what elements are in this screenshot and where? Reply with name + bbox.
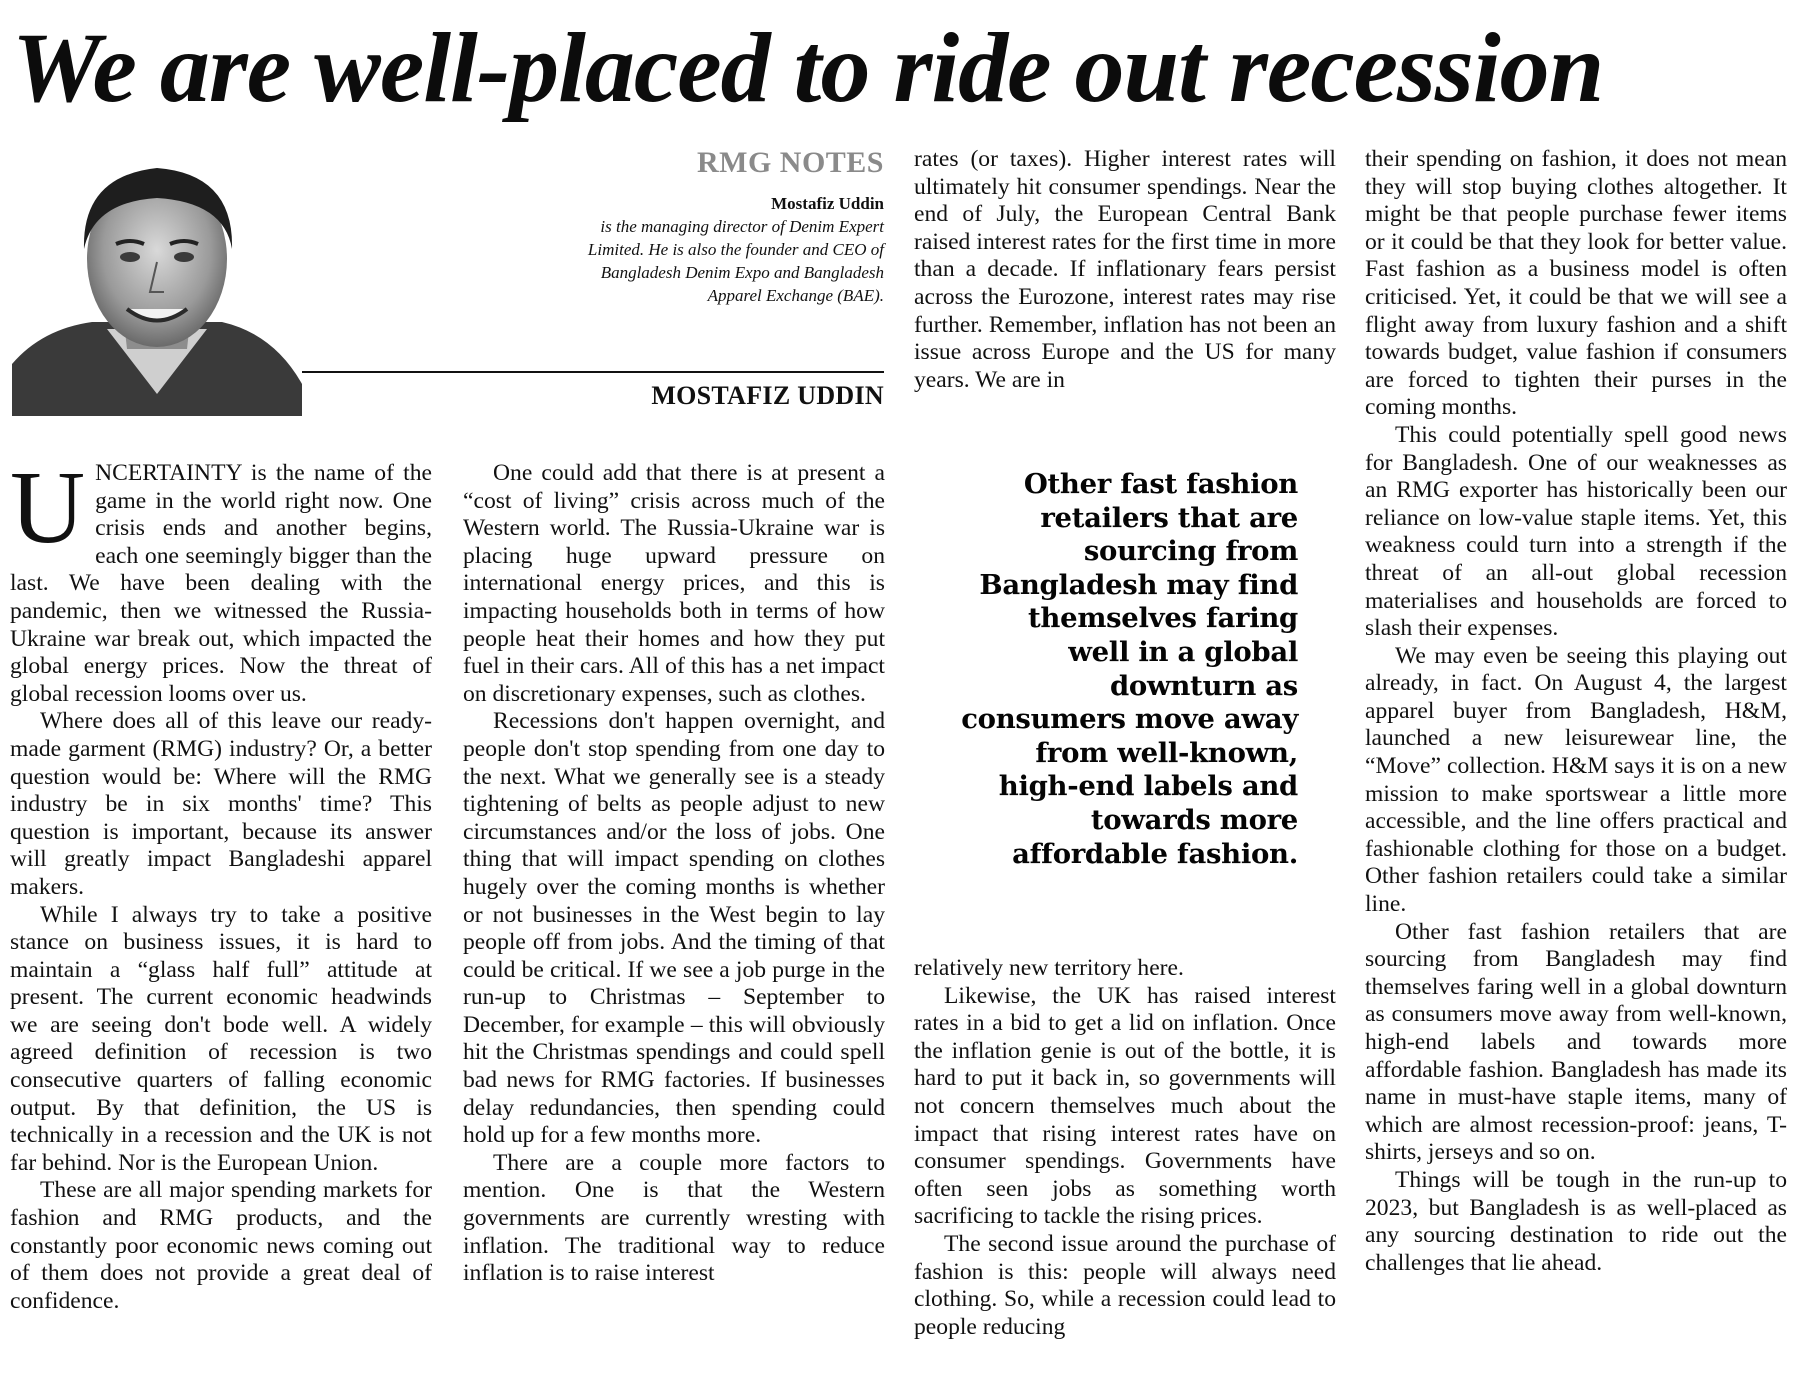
byline-rule <box>302 371 884 373</box>
byline: MOSTAFIZ UDDIN <box>651 381 884 410</box>
author-block <box>12 146 892 418</box>
paragraph: Things will be tough in the run-up to 2023, but Bangladesh is as well-placed as any sourcing destination to ride out the challenges that lie ahead. <box>1365 1166 1787 1276</box>
paragraph: Where does all of this leave our ready-made garment (RMG) industry? Or, a better question would be: Where will the RMG industry be in six months' time? This question is important, because its answer will greatly impact Bangladeshi apparel makers. <box>10 708 432 900</box>
paragraph: One could add that there is at present a “cost of living” crisis across much of the Western world. The Russia-Ukraine war is placing huge upward pressure on international energy prices, and this is impacting households both in terms of how people heat their homes and how they put fuel in their cars. All of this has a net impact on discretionary expenses, such as clothes. <box>463 460 885 707</box>
author-photo <box>12 154 302 416</box>
paragraph: their spending on fashion, it does not mean they will stop buying clothes altogether. It might be that people purchase fewer items or it could be that they look for better value. Fast fashion as a business model is often criticised. Yet, it could be that we will see a flight away from luxury fashion and a shift towards budget, value fashion if consumers are forced to tighten their purses in the coming months. <box>1365 146 1787 421</box>
bio-name: Mostafiz Uddin <box>771 194 884 213</box>
column-3-top <box>914 146 1336 394</box>
paragraph: There are a couple more factors to mention. One is that the Western governments are currently wresting with inflation. The traditional way to reduce inflation is to raise interest <box>463 1149 885 1287</box>
column-4 <box>1365 146 1787 1277</box>
author-bio <box>554 192 884 307</box>
section-label: RMG NOTES <box>696 146 884 179</box>
paragraph: These are all major spending markets for fashion and RMG products, and the constantly poor economic news coming out of them does not provide a great deal of confidence. <box>10 1177 432 1314</box>
paragraph-text: NCERTAINTY is the name of the game in the world right now. One crisis ends and another begins, each one seemingly bigger than the last. We have been dealing with the pandemic, then we witnessed the Russia-Ukraine war break out, which impacted the global energy prices. Now the threat of global recession looms over us. <box>10 460 432 707</box>
paragraph: While I always try to take a positive stance on business issues, it is hard to maintain a “glass half full” attitude at present. The current economic headwinds we are seeing don't bode well. A widely agreed definition of recession is two consecutive quarters of falling economic output. By that definition, the US is technically in a recession and the UK is not far behind. Nor is the European Union. <box>10 901 432 1176</box>
pull-quote: Other fast fashion retailers that are sourcing from Bangladesh may find themselves faring well in a global downturn as consumers move away from well-known, high-end labels and towards more affordable fashion. <box>961 468 1298 870</box>
paragraph <box>10 450 432 708</box>
paragraph: Recessions don't happen overnight, and people don't stop spending from one day to the next. What we generally see is a steady tightening of belts as people adjust to new circumstances and/or the loss of jobs. One thing that will impact spending on clothes hugely over the coming months is whether or not businesses in the West begin to lay people off from jobs. And the timing of that could be critical. If we see a job purge in the run-up to Christmas – September to December, for example – this will obviously hit the Christmas spendings and could spell bad news for RMG factories. If businesses delay redundancies, then spending could hold up for a few months more. <box>463 708 885 1149</box>
paragraph: rates (or taxes). Higher interest rates will ultimately hit consumer spendings. Near the end of July, the European Central Bank raised interest rates for the first time in more than a decade. If inflationary fears persist across the Eurozone, interest rates may rise further. Remember, inflation has not been an issue across Europe and the US for many years. We are in <box>914 146 1336 393</box>
bio-description: is the managing director of Denim Expert Limited. He is also the founder and CEO of Bangladesh Denim Expo and Bangladesh Apparel Exchange (BAE). <box>587 217 884 305</box>
headline: We are well-placed to ride out recession <box>12 12 1604 123</box>
column-1 <box>10 450 432 1315</box>
paragraph: This could potentially spell good news for Bangladesh. One of our weaknesses as an RMG exporter has historically been our reliance on low-value staple items. Yet, this weakness could turn into a strength if the threat of an all-out global recession materialises and households are forced to slash their expenses. <box>1365 421 1787 642</box>
paragraph: We may even be seeing this playing out already, in fact. On August 4, the largest apparel buyer from Bangladesh, H&M, launched a new leisurewear line, the “Move” collection. H&M says it is on a new mission to make sportswear a little more accessible, and the line offers practical and fashionable clothing for those on a budget. Other fashion retailers could take a similar line. <box>1365 642 1787 918</box>
paragraph: The second issue around the purchase of fashion is this: people will always need clothing. So, while a recession could lead to people reducing <box>914 1230 1336 1340</box>
paragraph: Likewise, the UK has raised interest rates in a bid to get a lid on inflation. Once the inflation genie is out of the bottle, it is hard to put it back in, so governments will not concern themselves much about the impact that rising interest rates have on consumer spendings. Governments have often seen jobs as something worth sacrificing to tackle the rising prices. <box>914 982 1336 1230</box>
paragraph: relatively new territory here. <box>914 955 1184 981</box>
drop-cap: U <box>10 450 86 565</box>
column-2 <box>463 460 885 1288</box>
paragraph: Other fast fashion retailers that are sourcing from Bangladesh may find themselves faring well in a global downturn as consumers move away from well-known, high-end labels and towards more affordable fashion. Bangladesh has made its name in must-have staple items, many of which are almost recession-proof: jeans, T-shirts, jerseys and so on. <box>1365 918 1787 1166</box>
column-3-bottom <box>914 955 1336 1341</box>
